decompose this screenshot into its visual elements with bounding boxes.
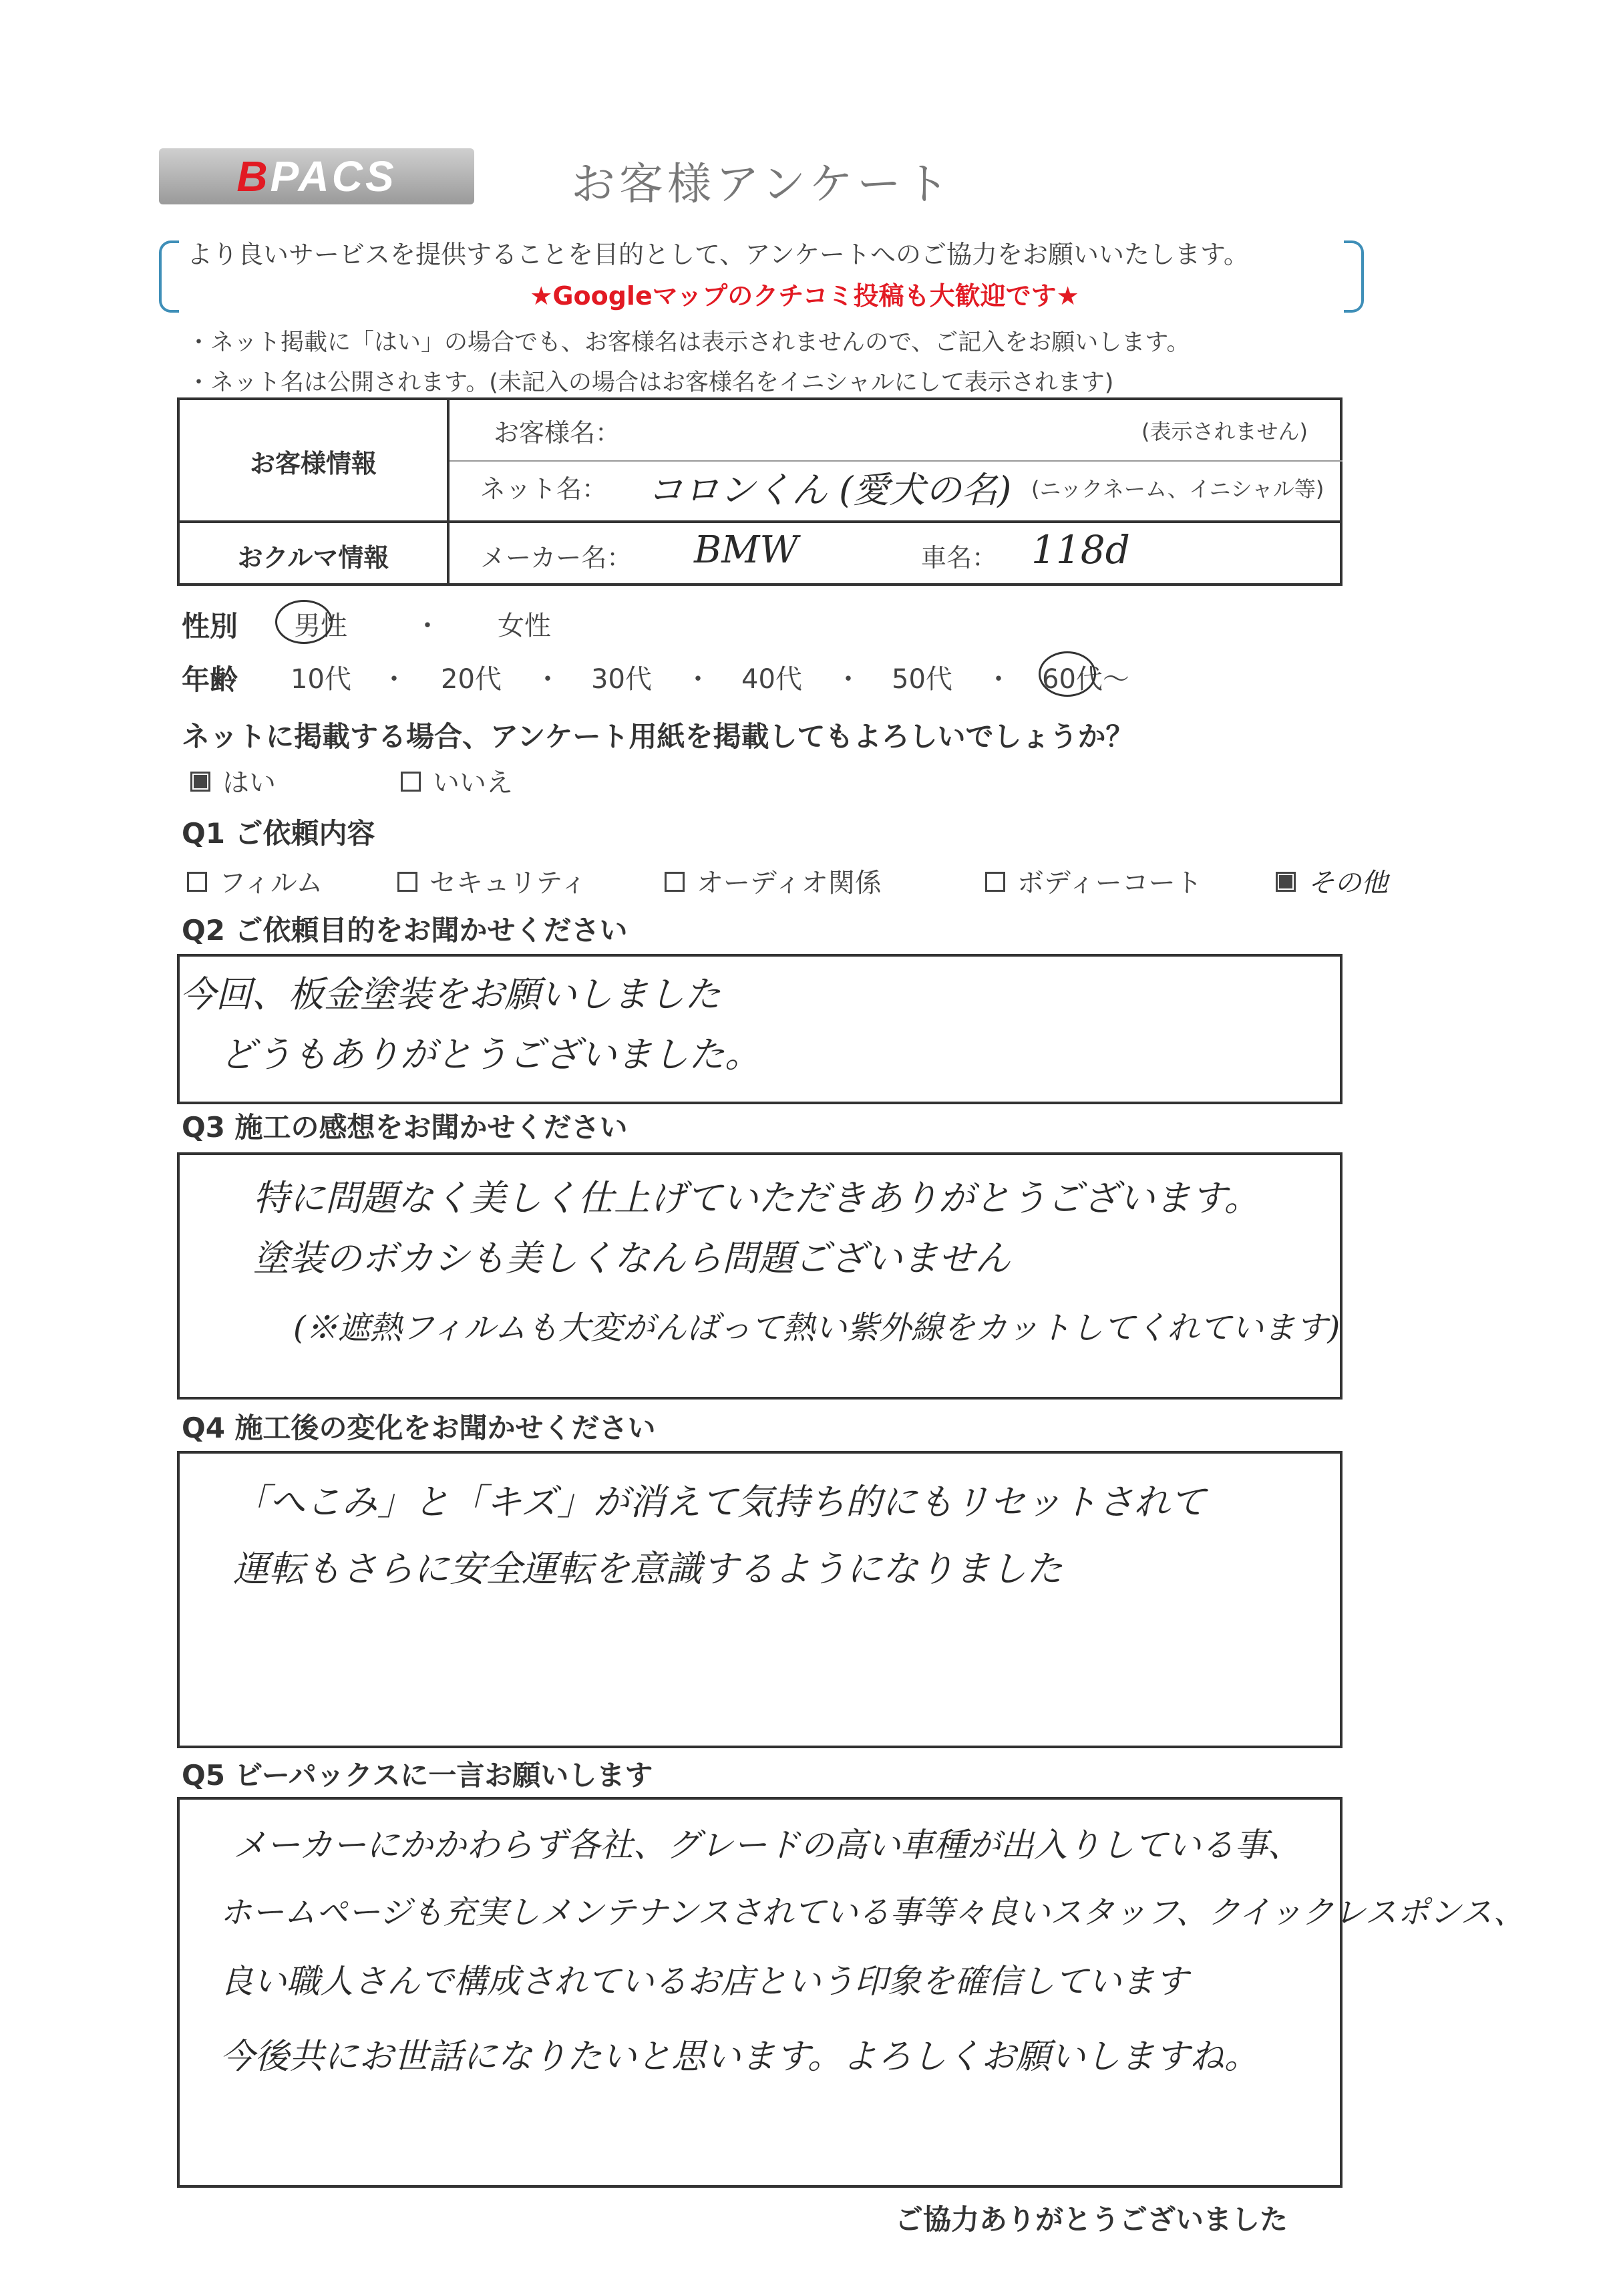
option-label: フィルム (219, 868, 323, 898)
publish-no[interactable] (401, 762, 513, 800)
thanks-text: ご協力ありがとうございました (895, 2203, 1288, 2236)
gender-label: 性別 (182, 610, 238, 643)
intro-text: より良いサービスを提供することを目的として、アンケートへのご協力をお願いいたします。 (187, 240, 1249, 269)
q3-answer-box[interactable] (177, 1152, 1343, 1400)
separator: ・ (985, 664, 1012, 695)
net-name-hint: (ニックネーム、イニシャル等) (1031, 476, 1324, 502)
age-option[interactable]: 30代 (591, 664, 652, 695)
separator: ・ (534, 664, 561, 695)
checkbox[interactable] (187, 872, 207, 892)
customer-name-label: お客様名： (494, 418, 621, 448)
answer-line: 良い職人さんで構成されているお店という印象を確信しています (220, 1962, 1188, 2001)
q1-option-security[interactable] (397, 862, 587, 900)
q5-answer-box[interactable] (177, 1797, 1526, 2188)
option-label: オーディオ関係 (697, 868, 882, 898)
gender-male[interactable]: 男性 (294, 611, 347, 641)
bpacs-logo (159, 148, 474, 204)
selection-circle (1039, 651, 1096, 697)
answer-line: (※遮熱フィルムも大変がんばって熱い紫外線をカットしてくれています) (293, 1309, 1340, 1347)
separator: ・ (835, 664, 862, 695)
checkbox[interactable] (985, 872, 1005, 892)
car-info-label: おクルマ情報 (237, 543, 389, 572)
separator: ・ (414, 611, 441, 641)
answer-line: どうもありがとうございました。 (220, 1033, 761, 1076)
option-label: その他 (1308, 868, 1388, 898)
q1-option-bodycoat[interactable] (985, 862, 1202, 900)
no-label: いいえ (433, 768, 513, 798)
separator: ・ (685, 664, 711, 695)
answer-line: 「へこみ」と「キズ」が消えて気持ち的にもリセットされて (233, 1481, 1206, 1523)
customer-info-label: お客様情報 (249, 449, 377, 478)
customer-name-hint: (表示されません) (1141, 419, 1308, 444)
publish-yes[interactable] (190, 762, 276, 800)
age-label: 年齢 (182, 663, 238, 696)
divider (180, 520, 1340, 523)
page-title: お客様アンケート (571, 158, 954, 210)
q2-title: Q2 ご依頼目的をお聞かせください (182, 914, 628, 947)
age-option[interactable]: 50代 (892, 664, 952, 695)
q4-answer-box[interactable] (177, 1451, 1343, 1748)
note-1: ・ネット掲載に「はい」の場合でも、お客様名は表示されませんので、ご記入をお願いします。 (187, 329, 1190, 356)
checkbox-checked[interactable] (1276, 872, 1296, 892)
car-name-value: 118d (1031, 527, 1130, 572)
option-label: ボディーコート (1017, 868, 1202, 898)
car-name-label: 車名： (921, 543, 998, 572)
q1-title: Q1 ご依頼内容 (182, 817, 375, 850)
info-table (177, 397, 1343, 586)
checkbox[interactable] (397, 872, 417, 892)
google-review-banner: ★Googleマップのクチコミ投稿も大歓迎です★ (530, 281, 1079, 311)
answer-line: 塗装のボカシも美しくなんら問題ございません (253, 1237, 1011, 1279)
q1-option-other[interactable] (1276, 862, 1388, 900)
logo-text: BPACS (236, 152, 397, 200)
checkbox[interactable] (665, 872, 685, 892)
publish-question: ネットに掲載する場合、アンケート用紙を掲載してもよろしいでしょうか？ (182, 720, 1134, 753)
gender-female[interactable]: 女性 (498, 611, 551, 641)
checkbox-checked[interactable] (190, 772, 210, 792)
net-name-label: ネット名： (480, 474, 608, 504)
answer-line: 今後共にお世話になりたいと思います。よろしくお願いしますね。 (220, 2037, 1259, 2077)
q2-answer-box[interactable] (177, 954, 1343, 1104)
option-label: セキュリティ (429, 868, 587, 898)
q5-title: Q5 ビーパックスに一言お願いします (182, 1759, 653, 1792)
answer-line: 今回、板金塗装をお願いしました (180, 973, 721, 1015)
note-2: ・ネット名は公開されます。(未記入の場合はお客様名をイニシャルにして表示されます) (187, 369, 1114, 396)
age-option[interactable]: 20代 (441, 664, 502, 695)
answer-line: メーカーにかかわらず各社、グレードの高い車種が出入りしている事、 (233, 1826, 1301, 1864)
q4-title: Q4 施工後の変化をお聞かせください (182, 1412, 656, 1444)
maker-label: メーカー名： (480, 543, 633, 572)
answer-line: 特に問題なく美しく仕上げていただきありがとうございます。 (253, 1177, 1260, 1219)
checkbox[interactable] (401, 772, 421, 792)
separator: ・ (381, 664, 407, 695)
maker-value: BMW (694, 528, 799, 572)
net-name-value: コロンくん (愛犬の名) (647, 469, 1012, 511)
age-option[interactable]: 10代 (291, 664, 351, 695)
yes-label: はい (222, 768, 276, 798)
q1-option-film[interactable] (187, 862, 323, 900)
q3-title: Q3 施工の感想をお聞かせください (182, 1111, 628, 1144)
divider (447, 400, 450, 583)
age-option[interactable]: 60代～ (1042, 664, 1129, 695)
answer-line: ホームページも充実しメンテナンスされている事等々良いスタッフ、クイックレスポンス、 (220, 1894, 1526, 1931)
answer-line: 運転もさらに安全運転を意識するようになりました (233, 1548, 1063, 1590)
q1-option-audio[interactable] (665, 862, 882, 900)
selection-circle (275, 600, 333, 644)
age-option[interactable]: 40代 (741, 664, 802, 695)
